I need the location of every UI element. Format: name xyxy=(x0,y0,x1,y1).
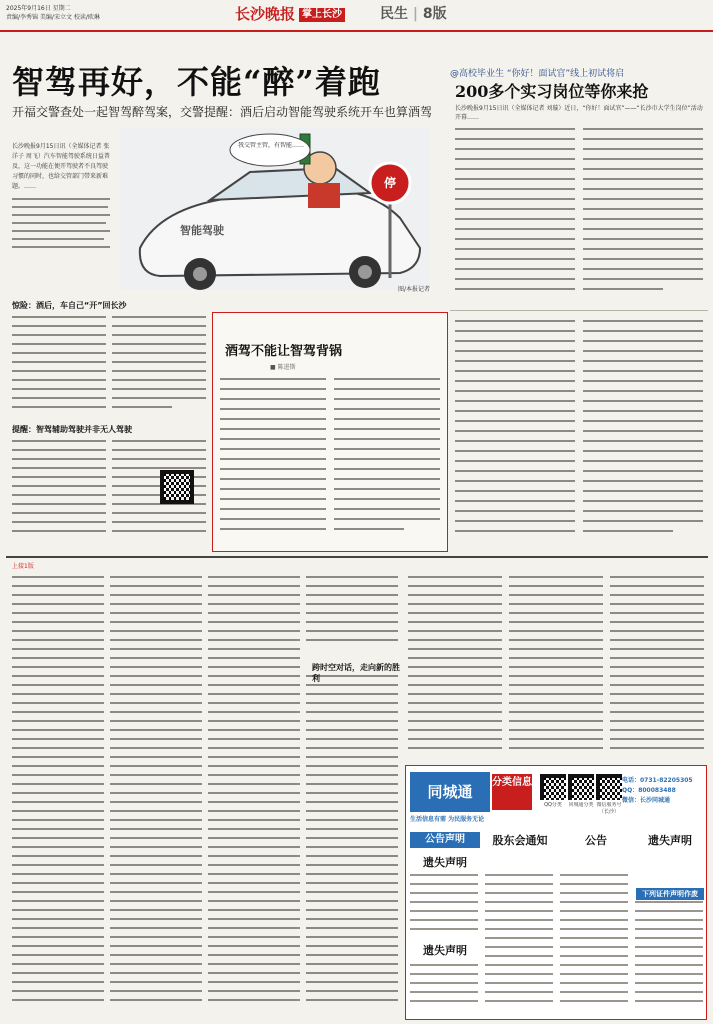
header-rule xyxy=(0,30,713,32)
main-subheadline: 开福交警查处一起智驾醉驾案，交警提醒：酒后启动智能驾驶系统开车也算酒驾 xyxy=(12,105,433,119)
text-lines-placeholder xyxy=(410,872,704,1016)
notice-heading: 遗失声明 xyxy=(423,856,467,869)
page-number: 8版 xyxy=(422,6,447,22)
right-middle-text xyxy=(455,318,705,548)
illustration-drunk-smart-driving xyxy=(120,128,430,290)
section2-title: 提醒：智驾辅助驾驶并非无人驾驶 xyxy=(12,425,132,434)
notice-heading: 遗失声明 xyxy=(648,834,692,847)
qr-label: 微信服务号（长沙） xyxy=(596,802,622,815)
section1-title: 惊险：酒后，车自己“开”回长沙 xyxy=(12,301,127,310)
continue-label: 上接1版 xyxy=(12,563,34,570)
header-date-line xyxy=(6,4,166,22)
illustration-caption: 图/本报记者 xyxy=(397,286,430,293)
notice-heading: 股东会通知 xyxy=(492,834,548,847)
notice-heading: 公告 xyxy=(585,834,607,847)
notice-column-title: 下列证件声明作废 xyxy=(636,888,704,900)
right-story-text-block xyxy=(455,124,705,310)
notice-column-title: 公告声明 xyxy=(410,832,480,848)
bottom-section-title: 跨时空对话，走向新的胜利 xyxy=(312,663,400,683)
section1-text xyxy=(12,314,208,414)
text-lines-placeholder xyxy=(12,196,112,248)
logo-tag: 掌上长沙 xyxy=(299,8,345,22)
text-lines-placeholder xyxy=(455,318,705,548)
text-lines-placeholder xyxy=(220,376,442,544)
lead-text-filler xyxy=(12,178,112,248)
bottom-right-columns xyxy=(408,574,708,760)
right-story-headline: 200多个实习岗位等你来抢 xyxy=(455,82,649,101)
right-story-body: 长沙晚报9月15日讯（全媒体记者 刘璇）近日，“你好！面试官”——“长沙市大学生岗位”活动开幕…… xyxy=(455,105,703,121)
main-lead: 长沙晚报9月15日讯（全媒体记者 张洋子 周飞）汽车智能驾驶系统日益普及，这一功能在便开驾驶者不良驾驶习惯的同时，也给交管部门带来新难题。…… xyxy=(12,143,110,190)
right-story-kicker: @高校毕业生 “你好！面试官”线上初试将启 xyxy=(450,69,625,79)
ad-category: 分类信息 xyxy=(492,774,532,810)
section-name: 民生 xyxy=(380,6,408,22)
newspaper-logo xyxy=(235,2,365,26)
notice-text xyxy=(410,872,704,1016)
section-divider xyxy=(6,556,708,558)
qr-label: QQ分类 xyxy=(544,802,562,808)
logo-text: 长沙晚报 xyxy=(235,5,296,23)
editorial-text xyxy=(220,376,442,544)
bottom-left-columns xyxy=(12,574,402,1014)
ad-slogan: 生活信息有需 为民服务无论 xyxy=(410,816,485,823)
qr-code xyxy=(160,470,194,504)
stop-sign-text: 停 xyxy=(383,176,396,190)
speech-bubble-text: 我交管主管，有智能…… xyxy=(237,142,304,149)
issue-date: 2025年9月16日 星期二 xyxy=(6,5,71,12)
ad-contact xyxy=(622,776,704,806)
notice-heading: 遗失声明 xyxy=(423,944,467,957)
ad-brand: 同城通 xyxy=(410,772,490,812)
text-lines-placeholder xyxy=(12,314,208,414)
cartoon-car-illustration xyxy=(120,128,430,290)
qr-label: 同城通分类 xyxy=(568,802,594,808)
car-label: 智能驾驶 xyxy=(180,224,224,237)
qr-code xyxy=(540,774,566,800)
main-headline: 智驾再好，不能“醉”着跑 xyxy=(12,63,381,101)
text-lines-placeholder xyxy=(455,124,705,310)
ad-qq: QQ：800083488 xyxy=(622,787,676,794)
editor-line: 责编/李秀锦 美编/宋立文 校读/欧琳 xyxy=(6,14,100,21)
qr-code xyxy=(568,774,594,800)
editorial-author: ■ 陈进斯 xyxy=(270,364,296,371)
editorial-title: 酒驾不能让智驾背锅 xyxy=(225,344,343,359)
ad-wechat: 微信：长沙同城通 xyxy=(622,797,671,804)
text-lines-placeholder xyxy=(408,574,708,760)
ad-phone: 电话：0731-82205305 xyxy=(622,777,693,784)
text-lines-placeholder xyxy=(12,574,402,1014)
section-label: 民生 | 8版 xyxy=(380,6,447,22)
divider xyxy=(450,310,708,311)
qr-code xyxy=(596,774,622,800)
